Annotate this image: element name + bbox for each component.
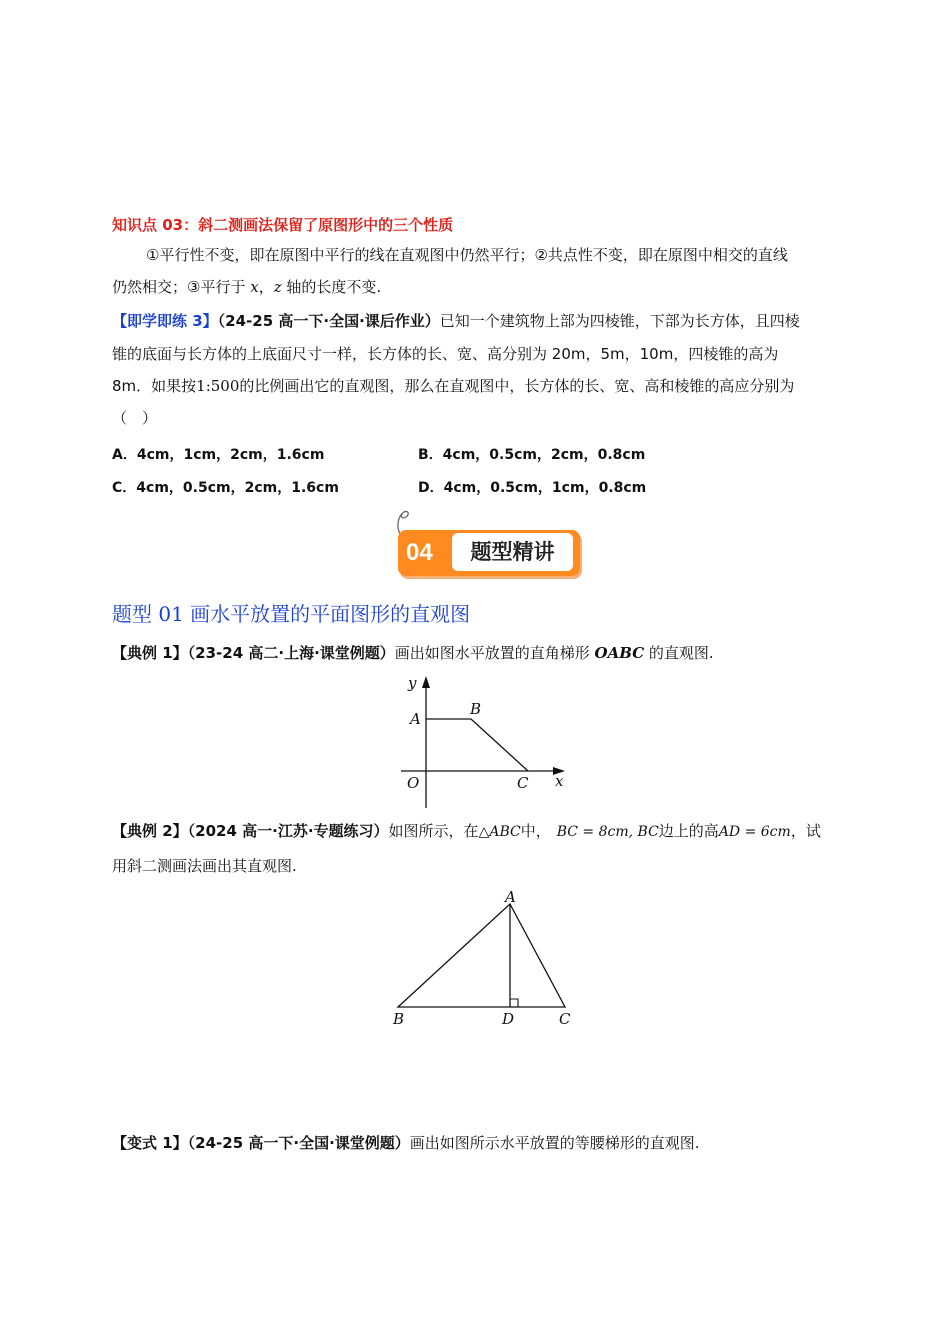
variant-1-source: （24-25 高一下·全国·课堂例题） <box>187 1134 410 1152</box>
label-x: x <box>555 772 564 790</box>
label-y: y <box>408 674 417 692</box>
label-o: O <box>407 774 420 792</box>
banner-label: 题型精讲 <box>452 533 573 571</box>
practice-tag: 【即学即练 3】 <box>112 312 218 330</box>
practice-source: （24-25 高一下·全国·课后作业） <box>217 312 440 330</box>
condition-bc: BC = 8cm, BC <box>556 824 659 840</box>
banner-number: 04 <box>406 539 433 566</box>
variant-1-tag: 【变式 1】 <box>112 1134 188 1152</box>
option-c: C．4cm，0.5cm，2cm，1.6cm <box>112 480 339 496</box>
condition-ad: AD = 6cm <box>718 824 791 840</box>
label-c: C <box>517 774 529 792</box>
example-2-line-1: 【典例 2】（2024 高一·江苏·专题练习）如图所示，在△ABC中， BC = 8cm, BC边上的高AD = 6cm，试 <box>112 822 821 840</box>
triangle-abc-figure <box>388 886 578 1032</box>
option-a: A．4cm，1cm，2cm，1.6cm <box>112 447 325 463</box>
section-title: 题型 01 画水平放置的平面图形的直观图 <box>112 602 471 626</box>
trapezoid-name: OABC <box>594 644 645 662</box>
example-2-tag: 【典例 2】 <box>112 822 188 840</box>
scale-ratio: 1:500 <box>196 377 240 395</box>
label-c: C <box>559 1010 571 1028</box>
practice-line-3: 8m．如果按1:500的比例画出它的直观图，那么在直观图中，长方体的长、宽、高和棱锥的高应分别为 <box>112 377 795 395</box>
right-trapezoid-figure <box>395 672 575 812</box>
example-1-text: 【典例 1】（23-24 高二·上海·课堂例题）画出如图水平放置的直角梯形 OABC 的直观图. <box>112 644 714 662</box>
example-1-tag: 【典例 1】 <box>112 644 188 662</box>
example-2-line-2: 用斜二测画法画出其直观图. <box>112 857 297 875</box>
option-d: D．4cm，0.5cm，1cm，0.8cm <box>418 480 647 496</box>
label-a: A <box>410 710 421 728</box>
practice-line-2: 锥的底面与长方体的上底面尺寸一样，长方体的长、宽、高分别为 20m，5m，10m，四棱锥的高为 <box>112 345 779 363</box>
variant-1-text: 【变式 1】（24-25 高一下·全国·课堂例题）画出如图所示水平放置的等腰梯形的直观图. <box>112 1134 700 1152</box>
option-b: B．4cm，0.5cm，2cm，0.8cm <box>418 447 646 463</box>
triangle-edges <box>398 904 565 1007</box>
label-b: B <box>470 700 482 718</box>
practice-line-1: 【即学即练 3】（24-25 高一下·全国·课后作业）已知一个建筑物上部为四棱锥，下部为长方体，且四棱 <box>112 312 800 330</box>
knowledge-line-1: ①平行性不变，即在原图中平行的线在直观图中仍然平行；②共点性不变，即在原图中相交的直线 <box>146 246 788 264</box>
label-b: B <box>393 1010 405 1028</box>
triangle-name: △ABC <box>478 824 521 840</box>
label-d: D <box>502 1010 515 1028</box>
trapezoid-edges <box>426 719 528 771</box>
right-angle-mark-icon <box>510 999 518 1007</box>
practice-answer-blank: （ ） <box>112 409 158 427</box>
knowledge-line-2: 仍然相交；③平行于 x，z 轴的长度不变. <box>112 278 382 296</box>
example-1-source: （23-24 高二·上海·课堂例题） <box>187 644 395 662</box>
example-2-source: （2024 高一·江苏·专题练习） <box>187 822 389 840</box>
y-axis-arrow-icon <box>422 676 430 688</box>
label-a: A <box>505 888 516 906</box>
knowledge-point-title: 知识点 03：斜二测画法保留了原图形中的三个性质 <box>112 216 454 234</box>
